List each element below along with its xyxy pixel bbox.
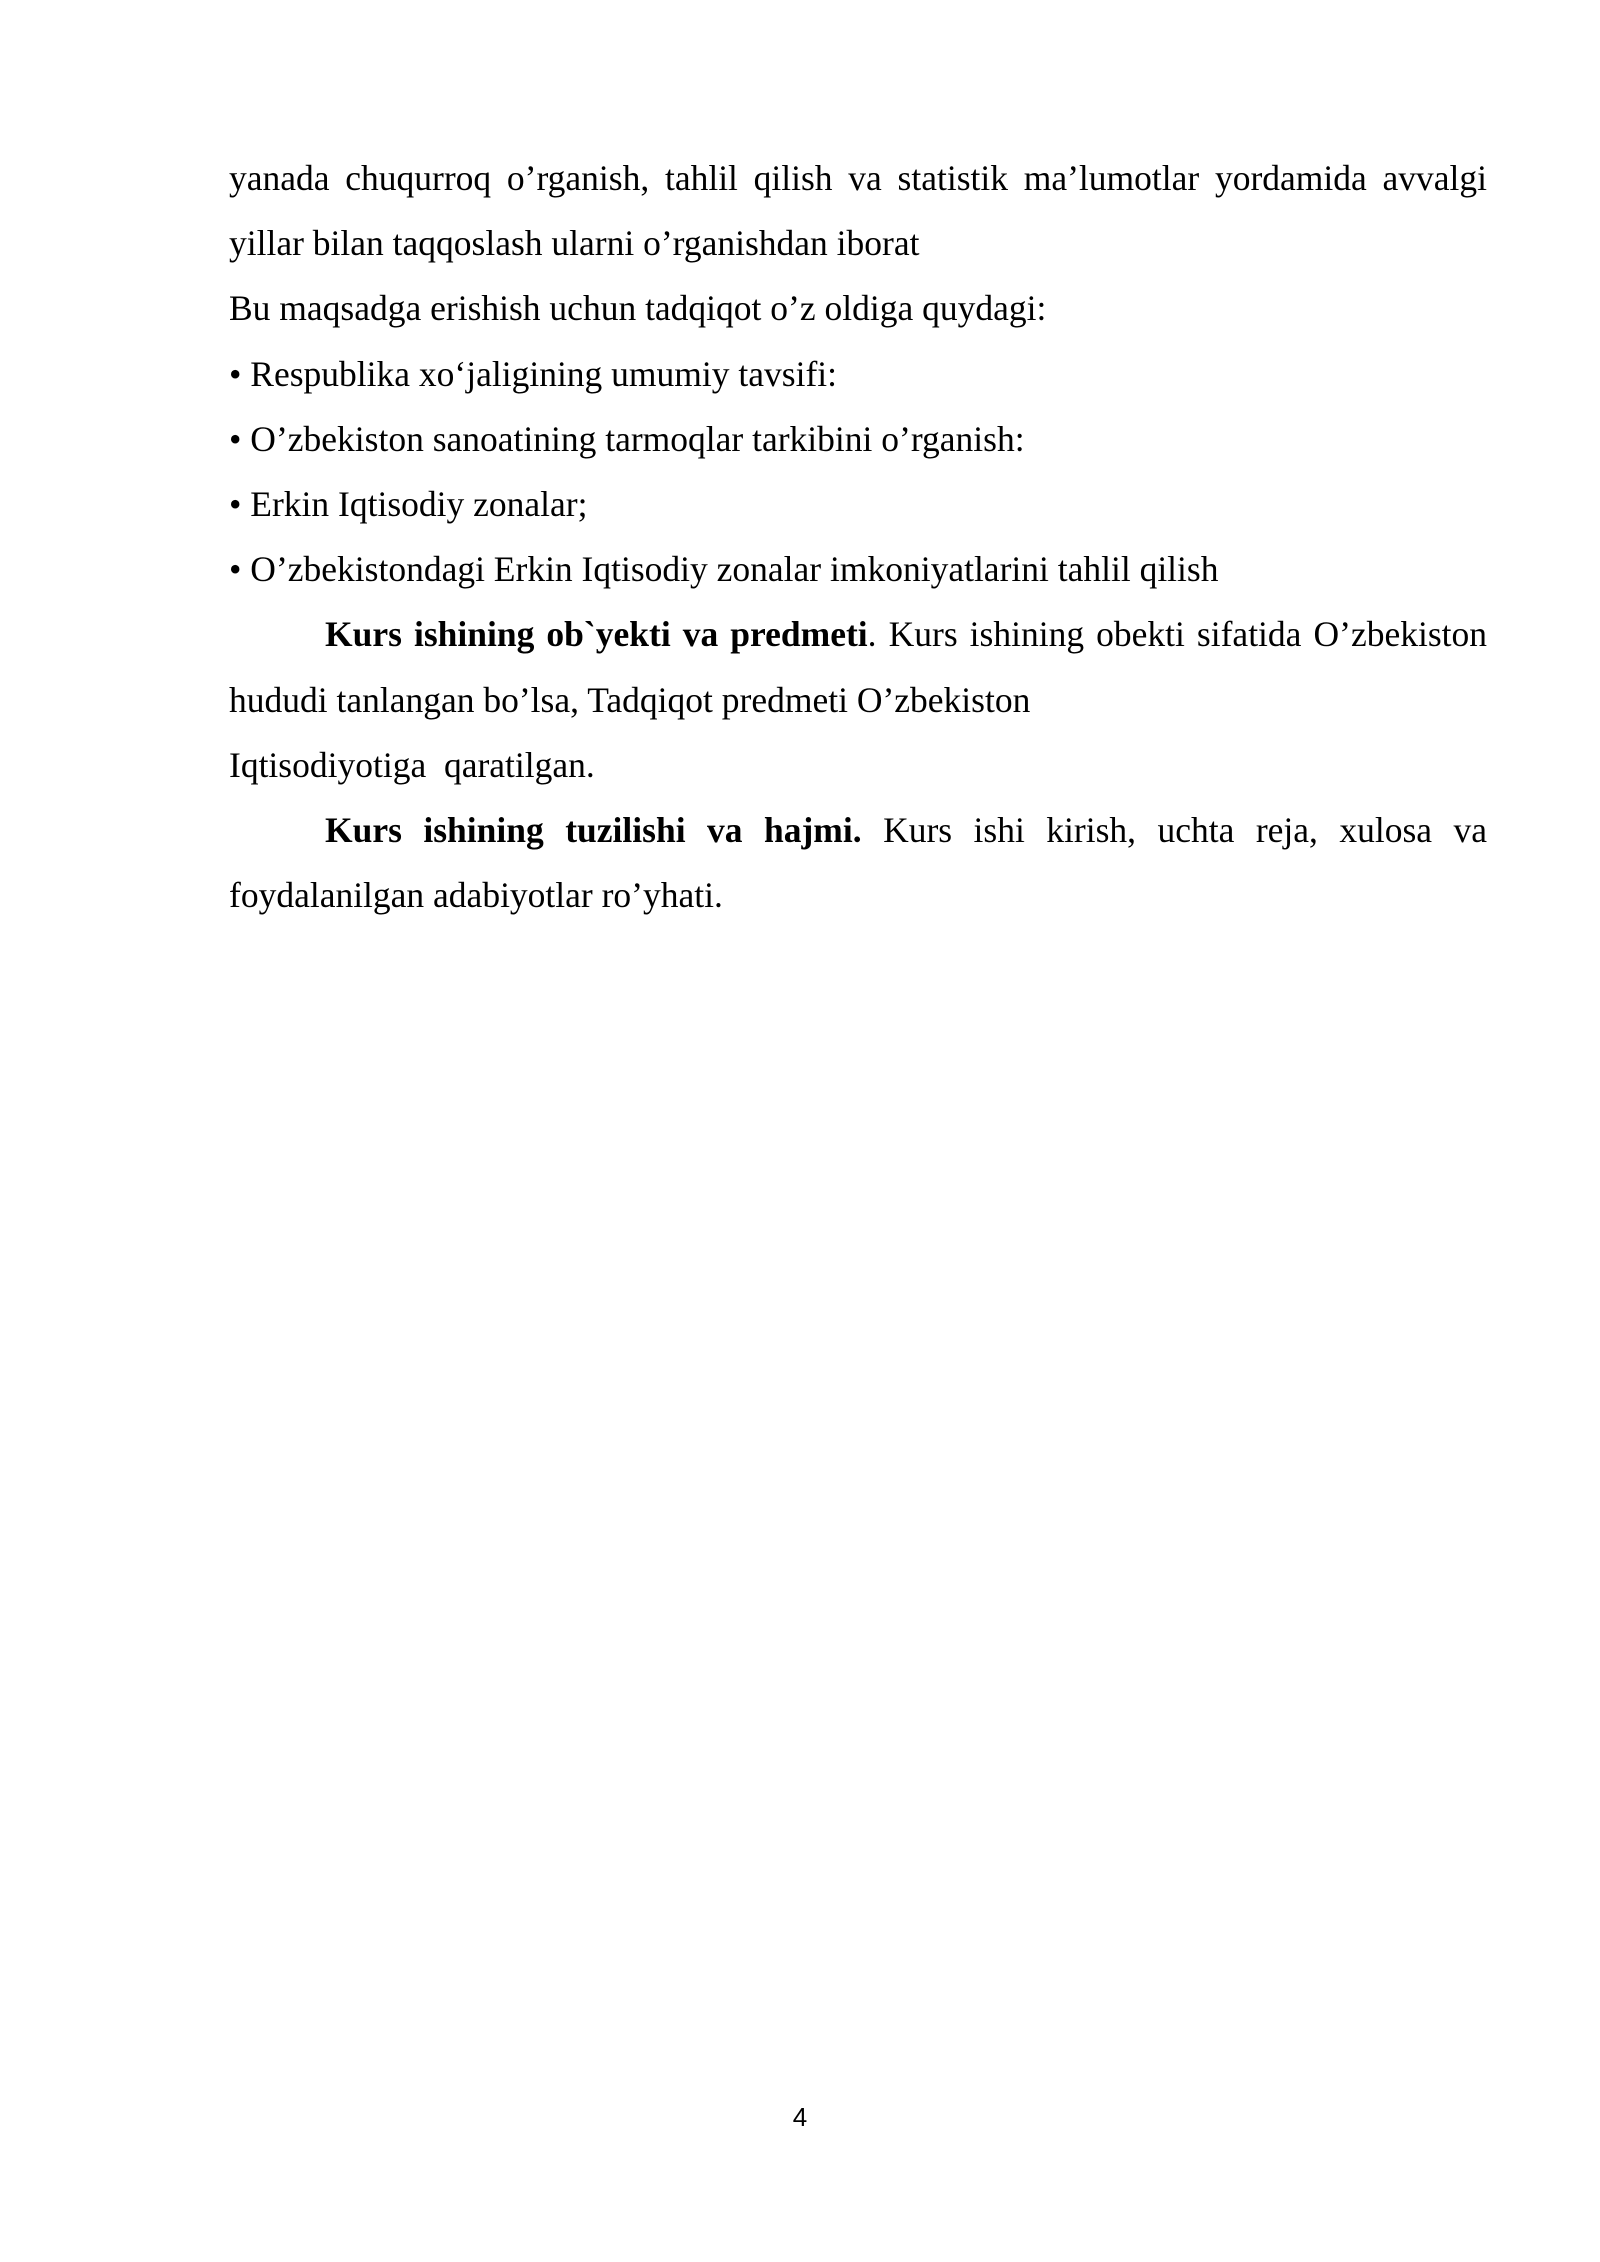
body-text bbox=[229, 146, 1487, 928]
object-paragraph bbox=[229, 602, 1487, 732]
object-paragraph-end: Iqtisodiyotiga qaratilgan. bbox=[229, 744, 595, 785]
structure-heading: Kurs ishining tuzilishi va hajmi. bbox=[325, 810, 862, 851]
task-item-2: • O’zbekiston sanoatining tarmoqlar tarkibini o’rganish: bbox=[229, 418, 1025, 459]
task-item-1: • Respublika xo‘jaligining umumiy tavsifi: bbox=[229, 353, 837, 394]
object-text: . Kurs ishining obekti sifatida O’zbekiston hududi tanlangan bo’lsa, Tadqiqot predmeti O’zbekiston bbox=[229, 614, 1487, 720]
tasks-intro: Bu maqsadga erishish uchun tadqiqot o’z oldiga quydagi: bbox=[229, 288, 1047, 329]
intro-paragraph: yanada chuqurroq o’rganish, tahlil qilish va statistik ma’lumotlar yordamida avvalgi yillar bilan taqqoslash ularni o’rganishdan iborat bbox=[229, 158, 1487, 264]
structure-text: Kurs ishi kirish, uchta reja, xulosa va foydalanilgan adabiyotlar ro’yhati. bbox=[229, 810, 1487, 916]
object-heading: Kurs ishining ob`yekti va predmeti bbox=[325, 614, 868, 655]
task-item-4: • O’zbekistondagi Erkin Iqtisodiy zonalar imkoniyatlarini tahlil qilish bbox=[229, 549, 1219, 590]
structure-paragraph bbox=[229, 798, 1487, 928]
task-item-3: • Erkin Iqtisodiy zonalar; bbox=[229, 484, 588, 525]
page-number: 4 bbox=[792, 2102, 808, 2132]
